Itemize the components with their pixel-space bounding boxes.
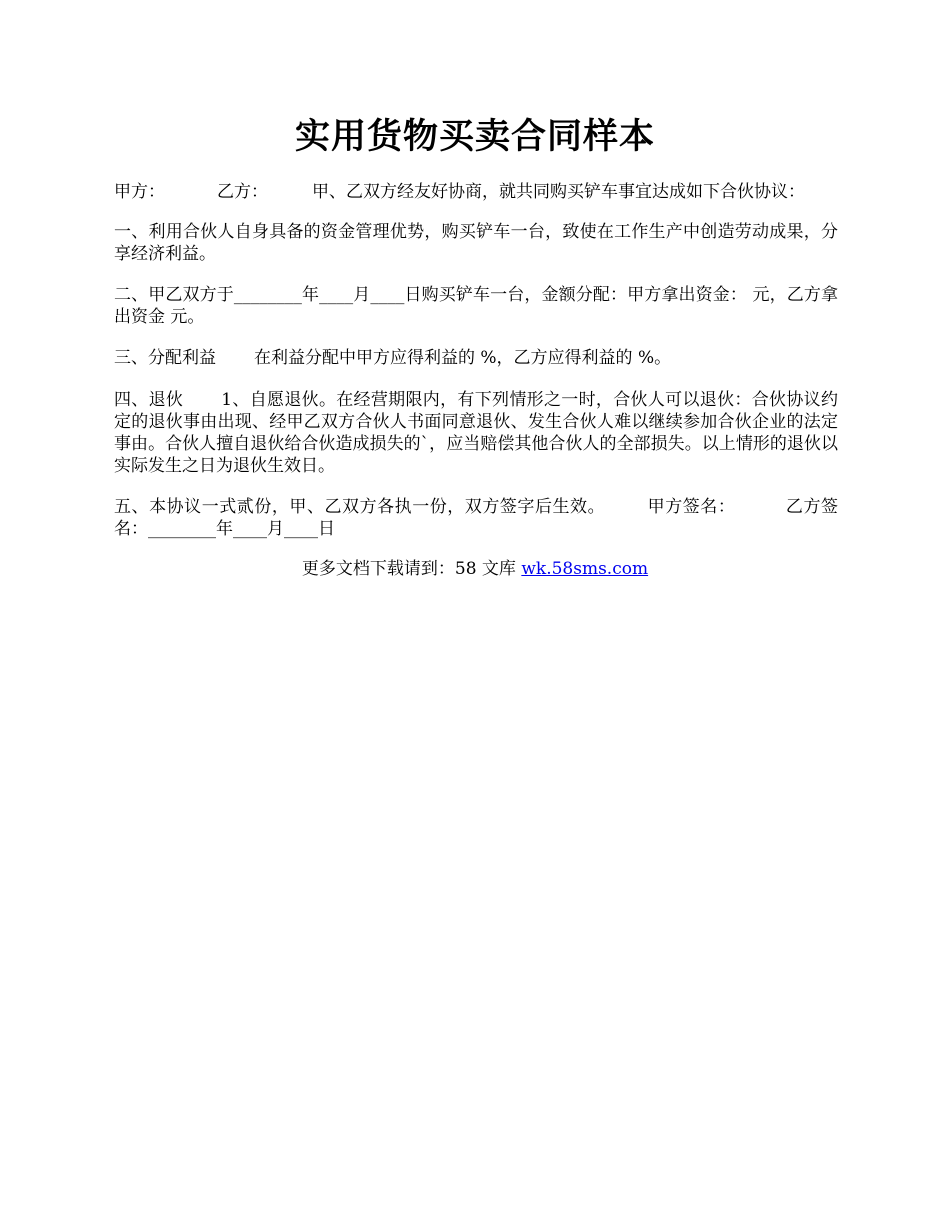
clause-4-heading: 四、退伙 xyxy=(114,390,184,410)
footer-link[interactable]: wk.58sms.com xyxy=(521,559,649,579)
paragraph-clause-2: 二、甲乙双方于________年____月____日购买铲车一台，金额分配：甲方拿出资金： 元，乙方拿出资金 元。 xyxy=(114,285,838,327)
clause-3-heading: 三、分配利益 xyxy=(114,348,216,368)
paragraph-clause-1: 一、利用合伙人自身具备的资金管理优势，购买铲车一台，致使在工作生产中创造劳动成果，分享经济利益。 xyxy=(114,222,838,264)
clause-5-body: 五、本协议一式贰份，甲、乙双方各执一份，双方签字后生效。 xyxy=(114,497,606,517)
clause-3-body: 在利益分配中甲方应得利益的 %，乙方应得利益的 %。 xyxy=(254,348,672,368)
footer xyxy=(0,557,950,581)
party-b-signature: 乙方签名：________年____月____日 xyxy=(114,497,839,539)
clause-4-body: 1、自愿退伙。在经营期限内，有下列情形之一时，合伙人可以退伙：合伙协议约定的退伙事由出现、经甲乙双方合伙人书面同意退伙、发生合伙人难以继续参加合伙企业的法定事由。合伙人擅自退伙给合伙造成损失的`，应当赔偿其他合伙人的全部损失。以上情形的退伙以实际发生之日为退伙生效日。 xyxy=(114,390,838,476)
paragraph-clause-5 xyxy=(114,496,838,540)
document-title: 实用货物买卖合同样本 xyxy=(294,116,655,157)
party-a-signature: 甲方签名： xyxy=(647,497,736,517)
paragraph-parties xyxy=(114,181,838,203)
paragraph-clause-4 xyxy=(114,389,838,477)
paragraph-clause-3 xyxy=(114,347,838,369)
footer-text: 更多文档下载请到：58 文库 xyxy=(301,559,522,579)
party-b-label: 乙方： xyxy=(217,182,268,202)
party-a-label: 甲方： xyxy=(114,182,165,202)
agreement-intro: 甲、乙双方经友好协商，就共同购买铲车事宜达成如下合伙协议： xyxy=(312,182,805,202)
